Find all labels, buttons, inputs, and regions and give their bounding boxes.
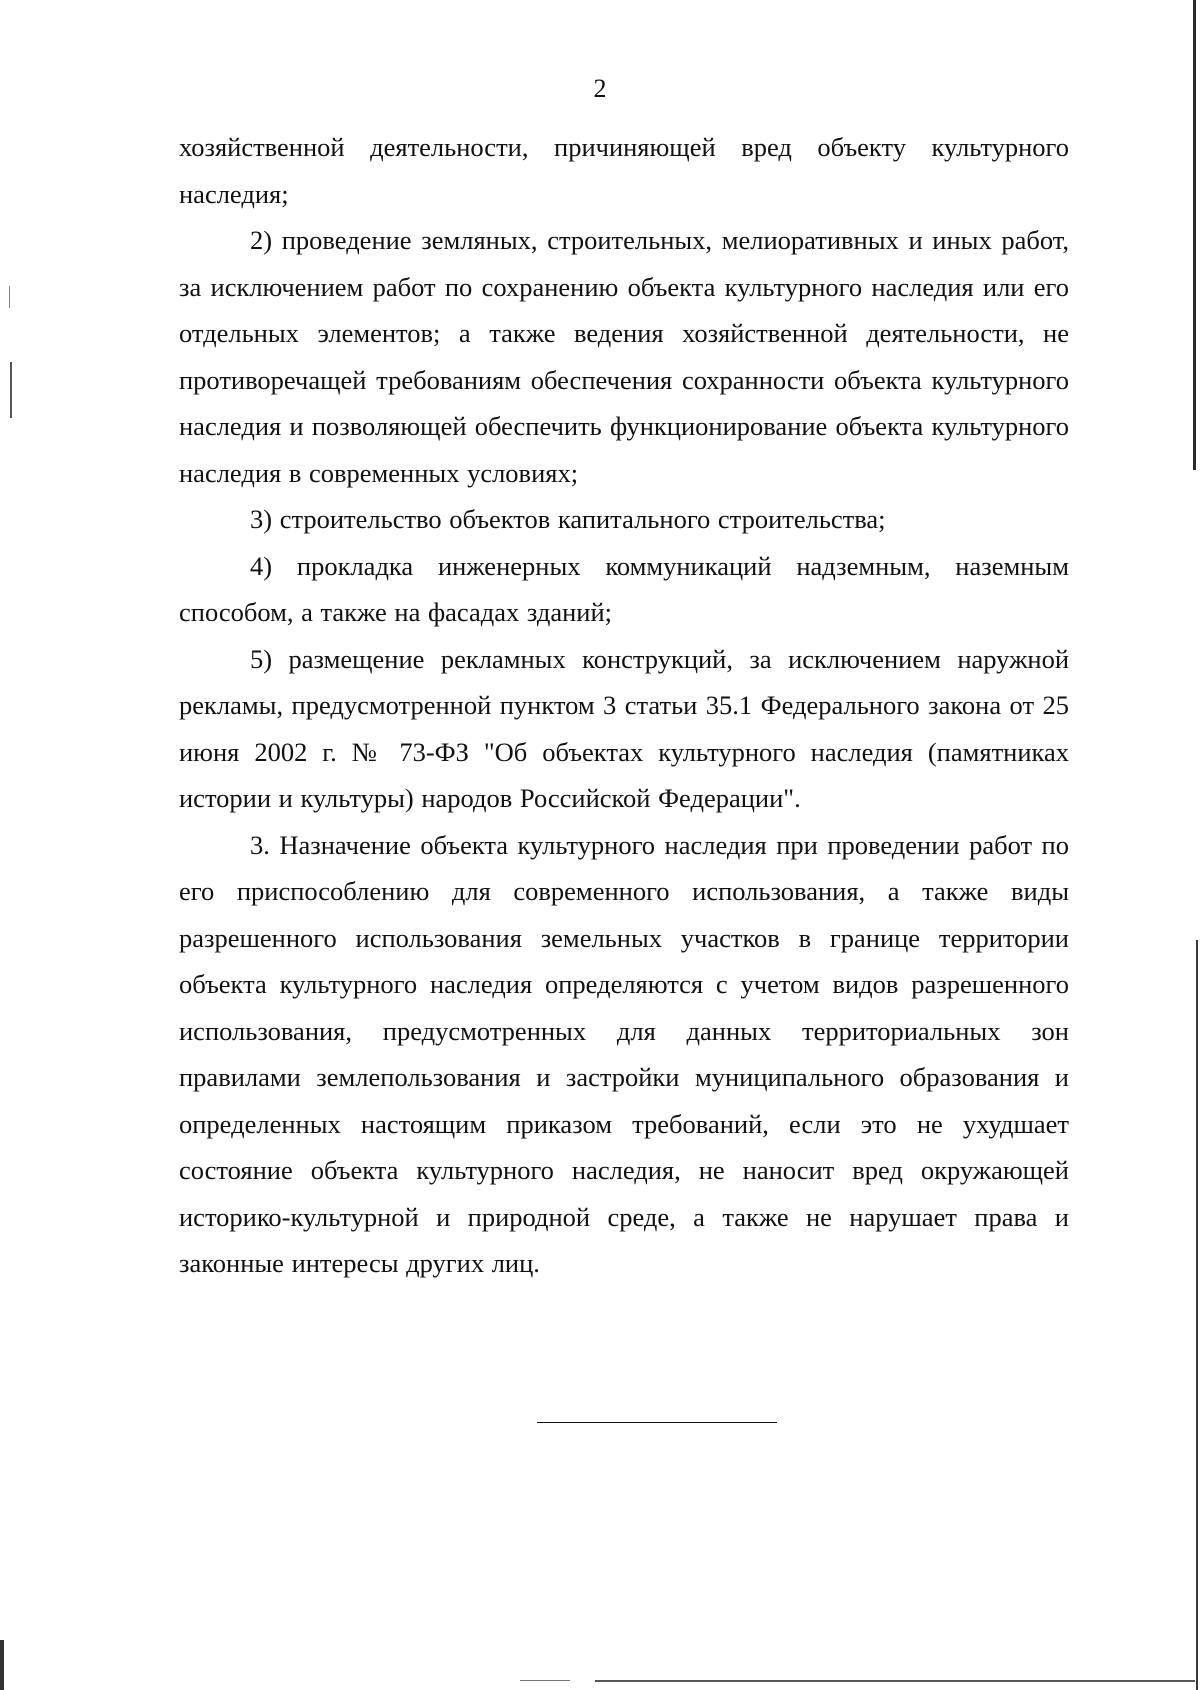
list-item-3: 3) строительство объектов капитального строительства; <box>250 504 886 534</box>
scan-bottom-dash <box>520 1680 570 1681</box>
scan-edge-right-lower <box>1196 940 1198 1690</box>
scan-bottom-line <box>595 1680 1195 1682</box>
list-item-5: 5) размещение рекламных конструкций, за исключением наружной рекламы, предусмотренной пунктом 3 статьи 35.1 Федерального закона от 25 июня 2002 г. № 73-ФЗ "Об объектах культурного наследия (памятниках истории и культуры) народов Российской Федерации". <box>179 643 1069 813</box>
scan-mark-left-small <box>9 286 10 308</box>
scan-bottom-left-edge <box>0 1640 4 1690</box>
list-item-4: 4) прокладка инженерных коммуникаций надземным, наземным способом, а также на фасадах зданий; <box>179 550 1069 627</box>
scan-edge-right <box>1193 0 1196 470</box>
section-3-paragraph: 3. Назначение объекта культурного наследия при проведении работ по его приспособлению для современного использования, а также виды разрешенного использования земельных участков в границе территории объекта культурного наследия определяются с учетом видов разрешенного использования, предусмотренных для данных территориальных зон правилами землепользования и застройки муниципального образования и определенных настоящим приказом требований, если это не ухудшает состояние объекта культурного наследия, не наносит вред окружающей историко-культурной и природной среде, а также не нарушает права и законные интересы других лиц. <box>179 829 1069 1278</box>
page-number: 2 <box>593 74 607 103</box>
end-of-document-rule <box>537 1422 777 1423</box>
scan-mark-left <box>10 362 12 418</box>
document-body <box>179 124 1069 1287</box>
paragraph-continuation: хозяйственной деятельности, причиняющей вред объекту культурного наследия; <box>179 132 1069 209</box>
list-item-2: 2) проведение земляных, строительных, мелиоративных и иных работ, за исключением работ по сохранению объекта культурного наследия или его отдельных элементов; а также ведения хозяйственной деятельности, не противоречащей требованиям обеспечения сохранности объекта культурного наследия и позволяющей обеспечить функционирование объекта культурного наследия в современных условиях; <box>179 225 1069 488</box>
